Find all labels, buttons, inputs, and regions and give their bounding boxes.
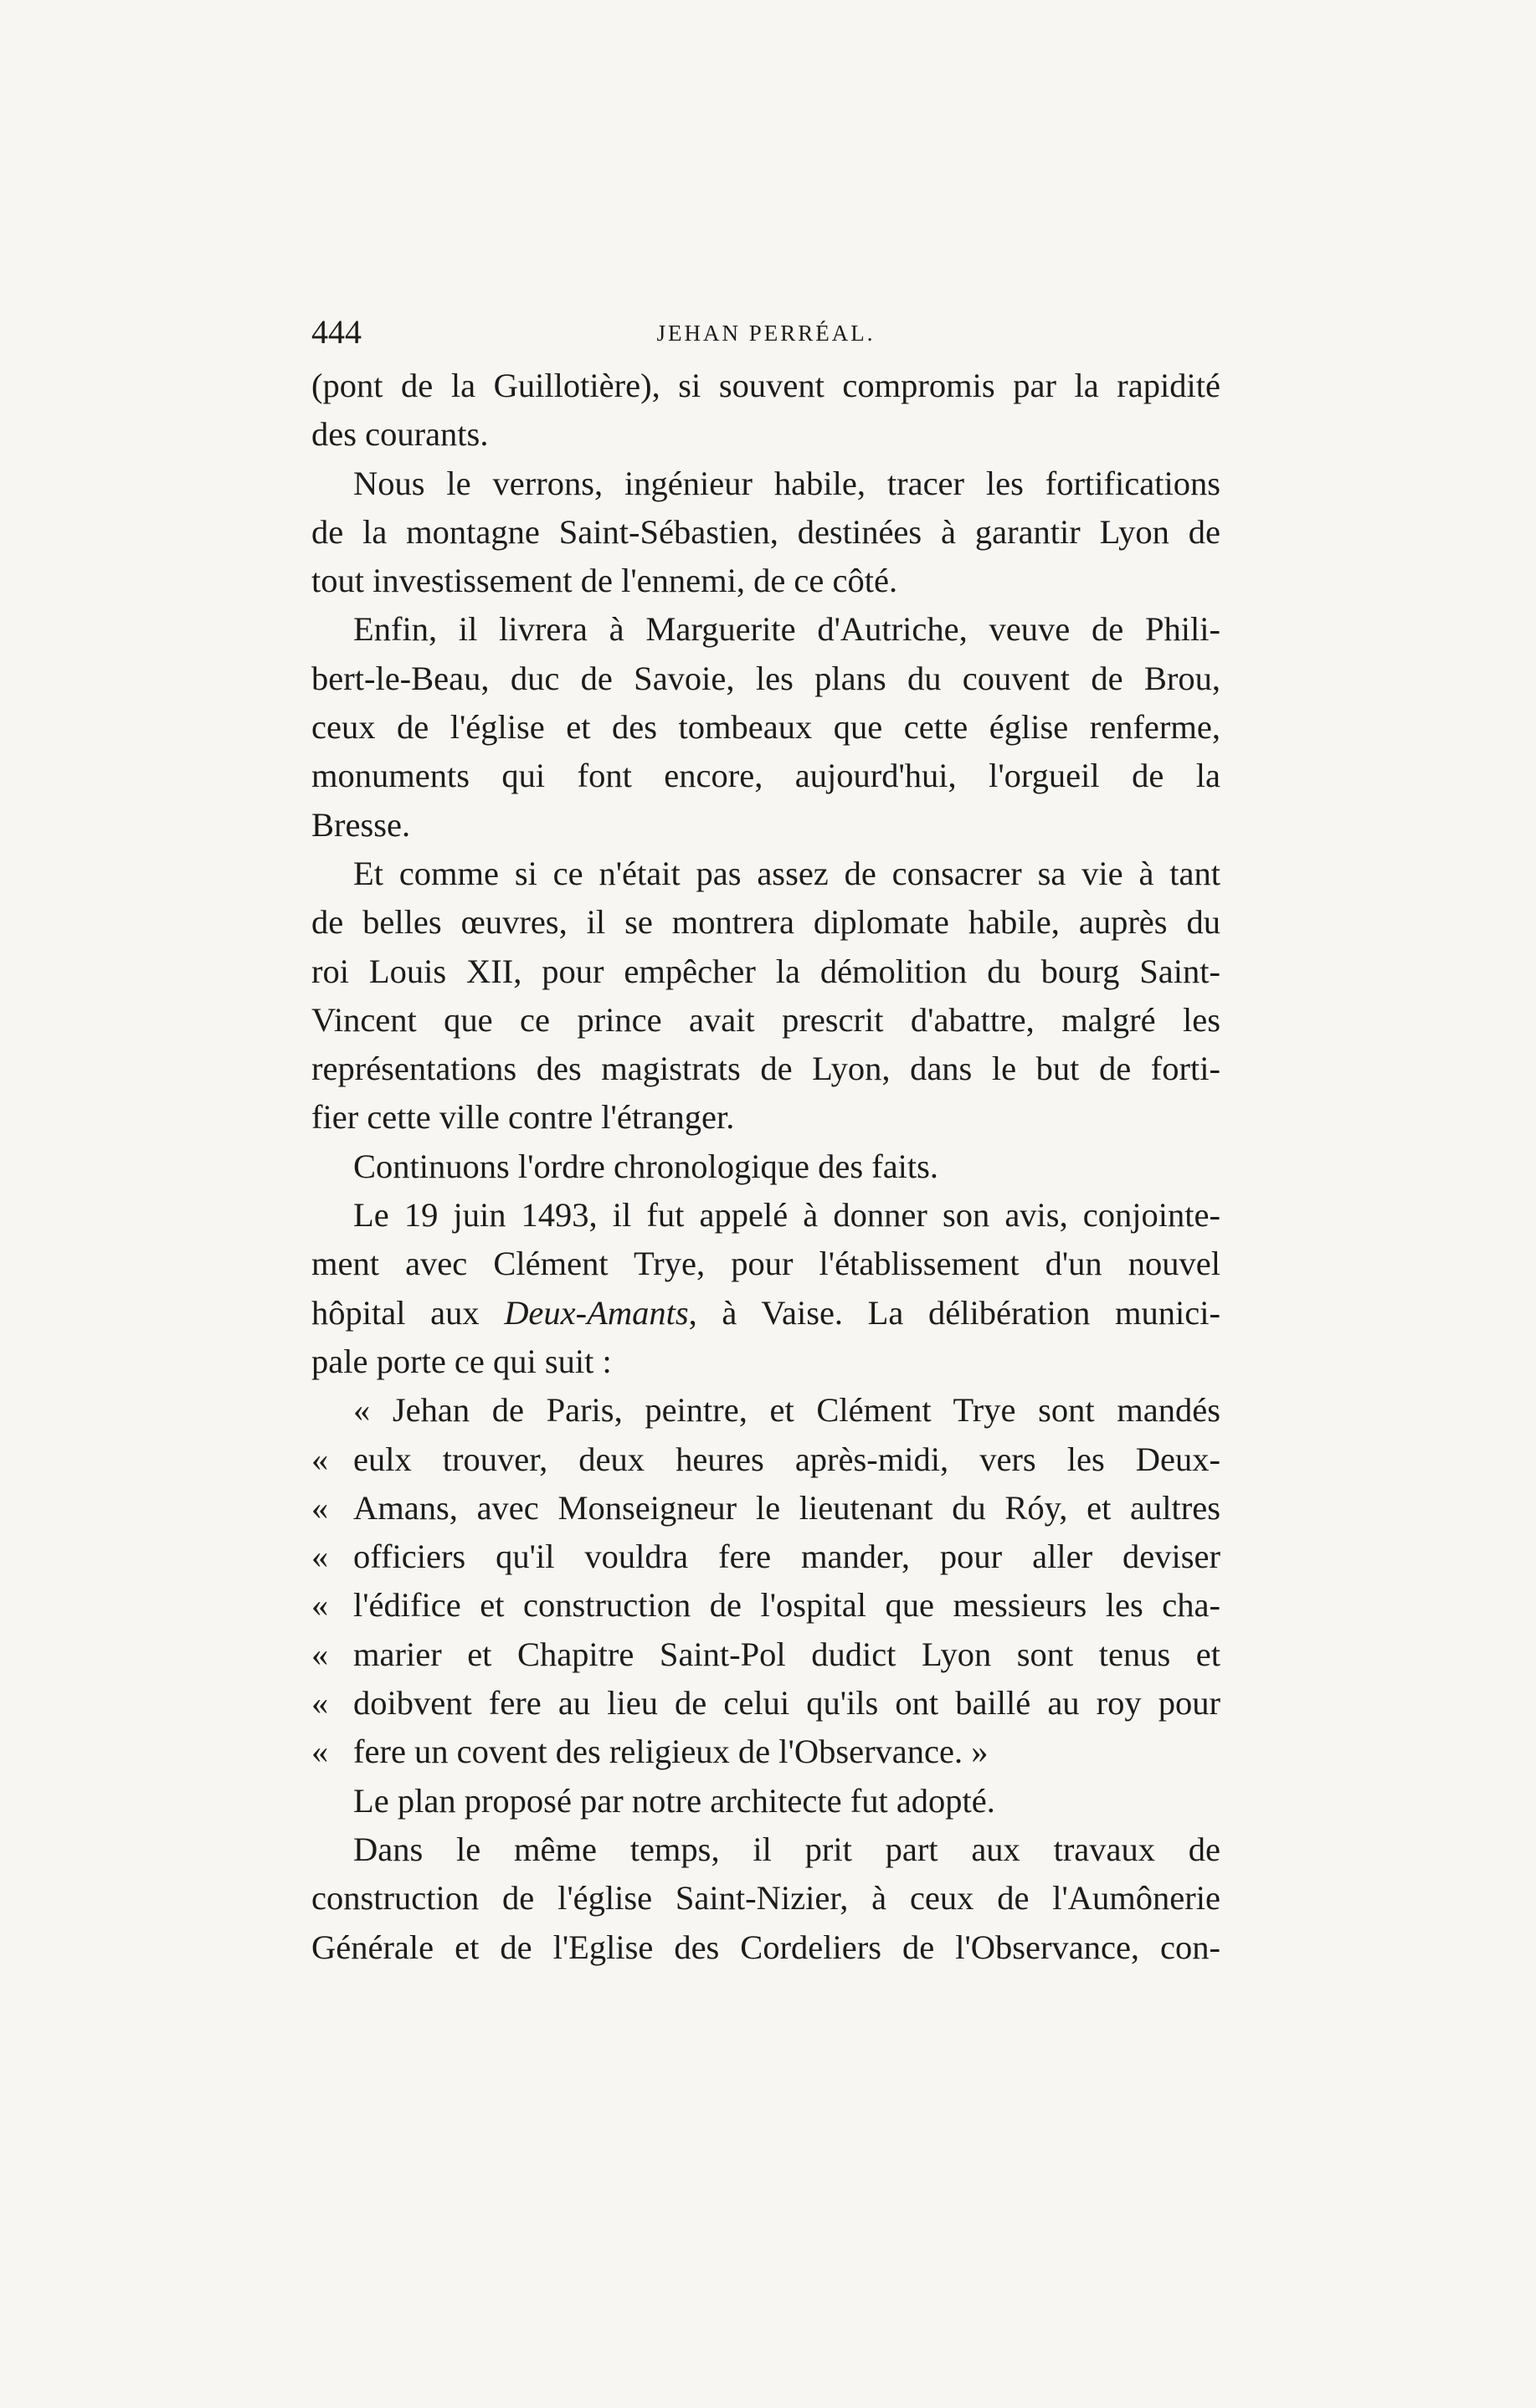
text-span: hôpital aux: [311, 1293, 505, 1332]
text-span: Amans, avec Monseigneur le lieutenant du Róy, et aultres: [353, 1488, 1220, 1527]
quote-line: [311, 1533, 1220, 1581]
text-line: Enfin, il livrera à Marguerite d'Autriche, veuve de Phili-: [353, 610, 1220, 649]
text-line: monuments qui font encore, aujourd'hui, l'orgueil de la: [311, 757, 1220, 795]
text-span: fere un covent des religieux de l'Observance. »: [353, 1733, 989, 1771]
text-line: Le 19 juin 1493, il fut appelé à donner son avis, conjointe-: [353, 1196, 1220, 1235]
text-line: Continuons l'ordre chronologique des faits.: [353, 1147, 939, 1185]
text-line: bert-le-Beau, duc de Savoie, les plans du couvent de Brou,: [311, 659, 1220, 697]
quote-line: [311, 1630, 1220, 1679]
text-line: de belles œuvres, il se montrera diplomate habile, auprès du: [311, 903, 1220, 942]
quote-line: [311, 1435, 1220, 1484]
text-line: ment avec Clément Trye, pour l'établissement d'un nouvel: [311, 1245, 1220, 1283]
text-line: roi Louis XII, pour empêcher la démolition du bourg Saint-: [311, 952, 1220, 990]
text-line: pale porte ce qui suit :: [311, 1342, 612, 1380]
quote-line: [311, 1679, 1220, 1728]
text-span: officiers qu'il vouldra fere mander, pour aller deviser: [353, 1538, 1220, 1576]
quote-line: [311, 1728, 1220, 1776]
quote-line: « Jehan de Paris, peintre, et Clément Trye sont mandés: [353, 1391, 1220, 1430]
text-line: Nous le verrons, ingénieur habile, tracer les fortifications: [353, 464, 1220, 502]
text-span: , à Vaise. La délibération munici-: [688, 1293, 1220, 1332]
text-line: fier cette ville contre l'étranger.: [311, 1098, 735, 1137]
body-text: [311, 362, 1220, 1972]
text-span: eulx trouver, deux heures après-midi, vers les Deux-: [353, 1440, 1220, 1478]
quote-line: [311, 1581, 1220, 1630]
text-line: de la montagne Saint-Sébastien, destinées à garantir Lyon de: [311, 512, 1220, 551]
text-line: ceux de l'église et des tombeaux que cette église renferme,: [311, 708, 1220, 747]
page-header: [311, 311, 1220, 353]
quote-line: [311, 1484, 1220, 1533]
quote-mark: «: [311, 1488, 329, 1527]
text-line: Vincent que ce prince avait prescrit d'abattre, malgré les: [311, 1000, 1220, 1039]
running-head: JEHAN PERRÉAL.: [656, 321, 876, 346]
text-line: Et comme si ce n'était pas assez de consacrer sa vie à tant: [353, 854, 1220, 892]
quote-mark: «: [311, 1538, 329, 1576]
text-span: doibvent fere au lieu de celui qu'ils ont baillé au roy pour: [353, 1684, 1220, 1723]
text-line: des courants.: [311, 415, 489, 454]
text-line: [311, 1289, 1220, 1337]
quote-mark: «: [311, 1733, 329, 1771]
text-span: marier et Chapitre Saint-Pol dudict Lyon sont tenus et: [353, 1635, 1220, 1673]
text-line: Générale et de l'Eglise des Cordeliers de l'Observance, con-: [311, 1928, 1220, 1966]
italic-place-name: Deux-Amants: [504, 1293, 689, 1332]
text-line: représentations des magistrats de Lyon, dans le but de forti-: [311, 1050, 1220, 1088]
quote-mark: «: [311, 1684, 329, 1723]
text-line: Dans le même temps, il prit part aux travaux de: [353, 1830, 1220, 1868]
text-line: Bresse.: [311, 805, 411, 844]
quote-mark: «: [311, 1440, 329, 1478]
text-span: l'édifice et construction de l'ospital que messieurs les cha-: [353, 1586, 1220, 1625]
page-number: 444: [311, 313, 362, 351]
text-line: tout investissement de l'ennemi, de ce côté.: [311, 562, 898, 600]
quote-mark: «: [311, 1586, 329, 1625]
text-line: Le plan proposé par notre architecte fut adopté.: [353, 1781, 995, 1820]
text-line: construction de l'église Saint-Nizier, à ceux de l'Aumônerie: [311, 1879, 1220, 1918]
quote-mark: «: [311, 1635, 329, 1673]
text-line: (pont de la Guillotière), si souvent compromis par la rapidité: [311, 367, 1220, 404]
